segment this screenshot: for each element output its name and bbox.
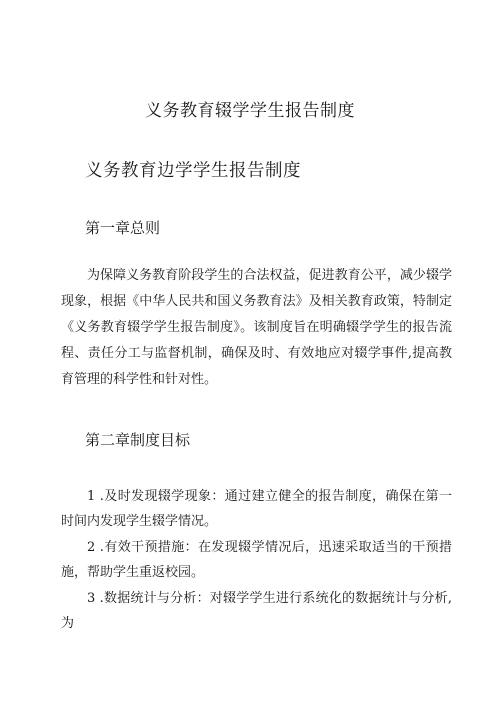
chapter-2-heading: 第二章制度目标 [85,431,191,449]
chapter-1-paragraph: 为保障义务教育阶段学生的合法权益，促进教育公平，减少辍学现象，根据《中华人民共和国义务教育法》及相关教育政策，特制定《义务教育辍学学生报告制度》。该制度旨在明确辍学学生的报告流程、责任分工与监督机制，确保及时、有效地应对辍学事件,提高教育管理的科学性和针对性。 [61,268,452,387]
chapter-1-heading: 第一章总则 [85,219,161,237]
chapter-2-item: 3 .数据统计与分析：对辍学学生进行系统化的数据统计与分析,为 [61,591,452,631]
document-subtitle: 义务教育边学学生报告制度 [85,161,301,181]
chapter-2-item: 1 .及时发现辍学现象：通过建立健全的报告制度，确保在第一时间内发现学生辍学情况。 [61,489,452,529]
chapter-2-item: 2 .有效干预措施：在发现辍学情况后，迅速采取适当的干预措施，帮助学生重返校园。 [61,540,452,580]
document-title: 义务教育辍学学生报告制度 [145,101,355,121]
